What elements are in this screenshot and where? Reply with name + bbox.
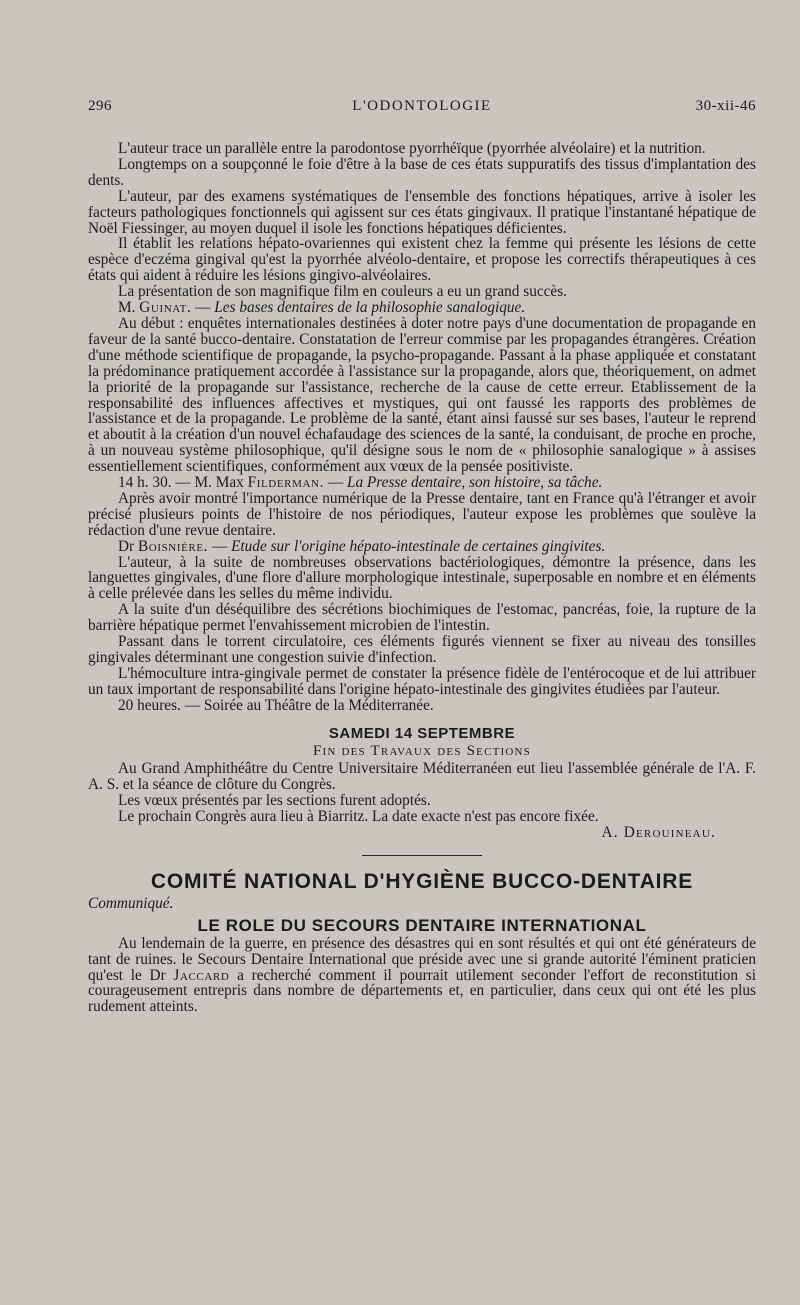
text-segment: a recherché comment il pourrait utilement seconder l'effort de reconstitution si courageusement entrepris dans nombre de départements et, en particulier, dans ceux qui ont été les plus rudement atteints. [88,966,756,1016]
communication-title: Les bases dentaires de la philosophie sanalogique. [214,299,526,317]
paragraph: Au début : enquêtes internationales destinées à doter notre pays d'une documentation de propagande en faveur de la santé bucco-dentaire. Constatation de l'erreur commise par les propagandes étrangères. Création d'une méthode scientifique de propagande, la psycho-propagande. Passant à la phase appliquée et constatant la prédominance pratiquement accordée à l'assistance sur la propagande, alors que, théoriquement, on admet la priorité de la propagande sur l'assistance, recherche de la cause de cette erreur. Etablissement de la responsabilité des influences affectives et mystiques, qui ont faussé les rapports des problèmes de l'assistance et de la propagande. Le problème de la santé, étant ainsi faussé sur ses bases, l'auteur le reprend et aboutit à la création d'un nouvel échafaudage des sciences de la santé, la conduisant, de proche en proche, à un nouveau système philosophique, qu'il désigne sous le nom de « philosophie sanalogique » à assises essentiellement scientifiques, conformément aux vœux de la pensée positiviste. [88,314,756,476]
section-subheading: Fin des Travaux des Sections [312,742,531,759]
separator: — [324,474,347,492]
communique-label: Communiqué. [88,894,174,912]
paragraph: Les vœux présentés par les sections furent adoptés. [118,792,431,810]
communication-heading-boisniere [88,539,756,555]
author-name: Boisnière. [137,537,209,555]
author-name: Filderman. [247,474,324,492]
signature: A. Derouineau. [601,824,716,842]
paragraph: Le prochain Congrès aura lieu à Biarritz. La date exacte n'est pas encore fixée. [118,808,599,826]
paragraph: Passant dans le torrent circulatoire, ces éléments figurés viennent se fixer au niveau des tonsilles gingivales déterminant une congestion suivie d'infection. [88,633,756,666]
separator: — [208,537,232,555]
paragraph [88,936,756,1016]
paragraph: Après avoir montré l'importance numérique de la Presse dentaire, tant en France qu'à l'étranger et avoir précisé plusieurs points de l'histoire de nos périodiques, l'auteur expose les problèmes que soulève la rédaction d'une revue dentaire. [88,489,756,539]
paragraph: 20 heures. — Soirée au Théâtre de la Méditerranée. [118,696,434,714]
paragraph: Il établit les relations hépato-ovariennes qui existent chez la femme qui présente les lésions de cette espèce d'eczéma gingival qu'est la pyorrhée alvéolo-dentaire, et propose les correctifs thérapeutiques à ces états qui aident à réduire les lésions gingivo-alvéolaires. [88,235,756,285]
running-header [88,98,756,122]
committee-title: COMITÉ NATIONAL D'HYGIÈNE BUCCO-DENTAIRE [150,869,694,893]
paragraph: A la suite d'un déséquilibre des sécrétions biochimiques de l'estomac, pancréas, foie, la rupture de la barrière hépatique permet l'envahissement microbien de l'intestin. [88,601,756,635]
paragraph: La présentation de son magnifique film en couleurs a eu un grand succès. [118,283,567,301]
page-number: 296 [88,98,112,114]
journal-title: L'ODONTOLOGIE [352,98,492,114]
issue-date: 30-xii-46 [695,98,756,114]
section-heading: SAMEDI 14 SEPTEMBRE [328,724,516,742]
article-title: LE ROLE DU SECOURS DENTAIRE INTERNATIONAL [197,915,647,935]
paragraph: Au Grand Amphithéâtre du Centre Universitaire Méditerranéen eut lieu l'assemblée générale de l'A. F. A. S. et la séance de clôture du Congrès. [88,760,756,794]
article-body [88,141,756,1015]
person-name: Jaccard [173,966,230,984]
paragraph: L'hémoculture intra-gingivale permet de constater la présence fidèle de l'entérocoque et de lui attribuer un taux important de responsabilité dans l'origine hépato-intestinale des gingivites étudiées par l'auteur. [88,664,756,698]
divider [362,855,482,856]
paragraph: L'auteur, à la suite de nombreuses observations bactériologiques, démontre la présence, dans les languettes gingivales, d'une flore d'allure morphologique intestinale, superposable en nombre et en éléments à celle prélevée dans les selles du même individu. [88,553,756,603]
communication-title: Etude sur l'origine hépato-intestinale de certaines gingivites. [231,537,606,555]
paragraph: L'auteur, par des examens systématiques de l'ensemble des fonctions hépatiques, arrive à isoler les facteurs pathologiques fonctionnels qui agissent sur ces états gingivaux. Il pratique l'instantané hépatique de Noël Fiessinger, au moyen duquel il isole les fonctions hépatiques déficientes. [88,187,756,237]
communication-heading-filderman [88,475,756,491]
author-prefix: Dr [118,537,138,555]
paragraph: Longtemps on a soupçonné le foie d'être à la base de ces états suppuratifs des tissus d'implantation des dents. [88,155,756,189]
author-prefix: 14 h. 30. — M. Max [118,474,248,492]
communication-heading-guinat [88,300,756,316]
paragraph: L'auteur trace un parallèle entre la parodontose pyorrhéïque (pyorrhée alvéolaire) et la nutrition. [118,140,706,157]
author-prefix: M. [118,299,140,317]
author-name: Guinat. [139,299,192,317]
communication-title: La Presse dentaire, son histoire, sa tâche. [346,474,603,492]
text-segment: Au lendemain de la guerre, en présence des désastres qui en sont résultés et qui ont été générateurs de tant de ruines. le Secours Dentaire International que préside avec une si grande autorité l'éminent praticien qu'est le Dr [88,934,756,984]
separator: — [191,299,215,317]
